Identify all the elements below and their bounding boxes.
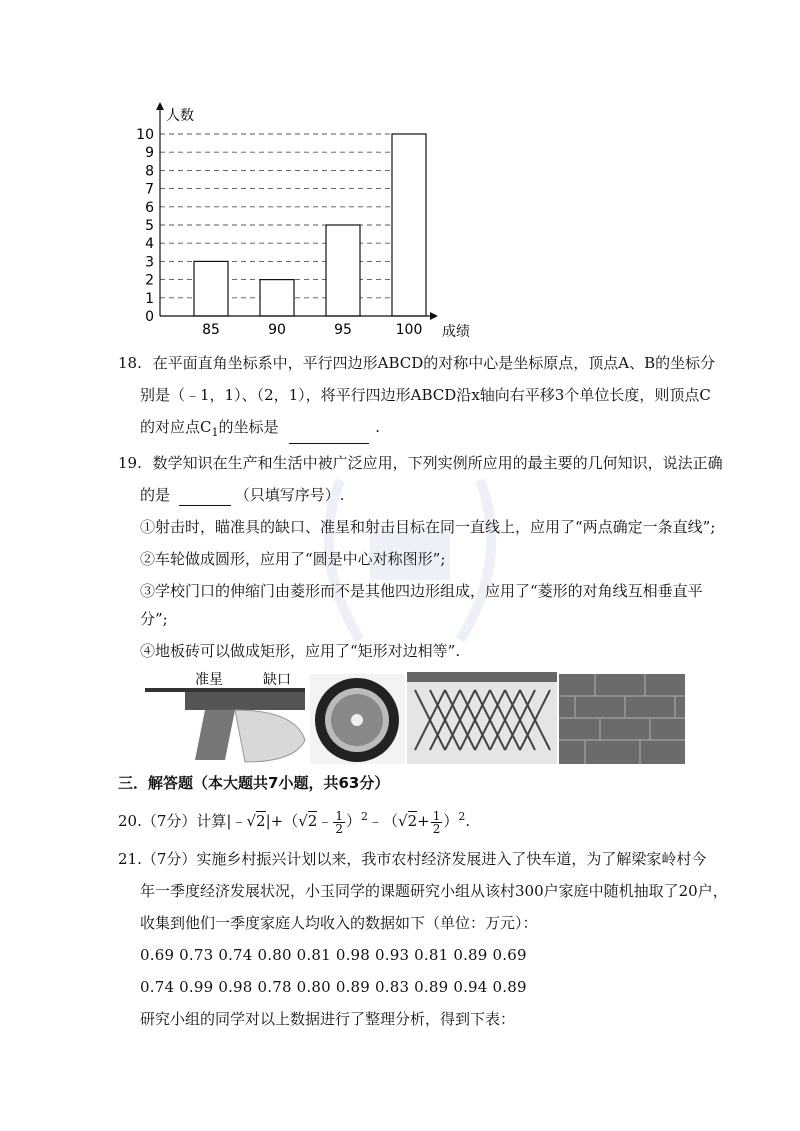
q21-data-row-2: 0.74 0.99 0.98 0.78 0.80 0.89 0.83 0.89 0.94 0.89 [140,978,527,996]
x-axis-arrow-icon [430,312,438,320]
q19-item-1: ①射击时，瞄准具的缺口、准星和射击目标在同一直线上，应用了“两点确定一条直线”; [140,518,716,536]
retractable-gate-image [407,672,557,764]
bar-95 [326,225,360,316]
y-tick-label: 4 [145,236,154,253]
q20-frac2-den: 2 [432,821,441,836]
y-tick-label: 7 [145,181,154,198]
q20-part2: |+（ [265,812,299,830]
chart-y-ticks [136,127,154,325]
wheel-image [310,674,405,764]
q18-text-2: 别是（﹣1，1）、（2，1），将平行四边形ABCD沿x轴向右平移3个单位长度，则顶点C [140,386,711,404]
q20-score: （7分）计算|﹣ [141,812,247,830]
y-tick-label: 6 [145,199,154,216]
q19-item-3a: ③学校门口的伸缩门由菱形而不是其他四边形组成，应用了“菱形的对角线互相垂直平 [140,582,703,600]
q18-line3 [140,416,380,444]
photo-label-front-sight: 准星 [195,672,223,688]
q20-part7: ） [443,812,459,830]
q19-item-2: ②车轮做成圆形，应用了“圆是中心对称图形”; [140,550,446,568]
x-tick-label-85: 85 [202,322,220,338]
q21-text-1: （7分）实施乡村振兴计划以来，我市农村经济发展进入了快车道，为了解梁家岭村今 [141,850,707,868]
q20-sqrt-1: 2 [256,812,266,830]
q18-text-1: 在平面直角坐标系中，平行四边形ABCD的对称中心是坐标原点，顶点A、B的坐标分 [152,354,716,372]
q20-sqrt-3: 2 [407,812,418,830]
q20-fraction-1 [333,810,345,835]
chart-x-ticks [202,322,422,338]
q18-text-3b: 的坐标是 [218,418,279,436]
q20-part3: ﹣ [317,812,333,830]
y-tick-label: 3 [145,254,154,271]
q19-line2 [140,484,345,506]
q21-text-2: 年一季度经济发展状况，小玉同学的课题研究小组从该村300户家庭中随机抽取了20户， [140,882,728,900]
bar-85 [194,261,228,316]
q20-frac1-num: 1 [335,808,343,823]
q20-part5: ﹣（ [367,812,398,830]
y-axis-arrow-icon [156,102,164,110]
q18-number: 18. [118,354,142,372]
q18-line1 [118,352,715,374]
q20-number: 20. [118,812,142,830]
q19-text-1: 数学知识在生产和生活中被广泛应用，下列实例所应用的最主要的几何知识，说法正确 [152,454,723,472]
sqrt-icon: √ [298,812,308,830]
sqrt-icon: √ [246,812,257,830]
q21-data-row-1: 0.69 0.73 0.74 0.80 0.81 0.98 0.93 0.81 0.89 0.69 [140,946,527,964]
q21-line1 [118,848,706,870]
y-tick-label: 2 [145,272,154,289]
bar-90 [260,280,294,316]
floor-tiles-image [559,674,685,764]
x-tick-label-100: 100 [395,322,423,338]
q20-sqrt-2: 2 [307,812,318,830]
q19-item-3b: 分”; [140,610,168,628]
q20-line [118,806,470,836]
q20-part4: ） [345,812,361,830]
q20-frac1-den: 2 [335,821,343,836]
x-axis-label: 成绩 [442,324,470,340]
y-tick-label: 0 [145,309,154,325]
q20-exp-2: 2 [458,810,466,823]
y-tick-label: 5 [145,218,154,234]
q19-item-4: ④地板砖可以做成矩形，应用了“矩形对边相等”. [140,642,461,660]
q20-frac2-num: 1 [432,808,441,823]
q19-text-2a: 的是 [140,486,171,504]
x-tick-label-90: 90 [268,322,286,338]
q20-fraction-2 [431,810,443,835]
photo-label-rear-notch: 缺口 [263,672,291,688]
q19-line1 [118,452,723,474]
section-3-heading: 三．解答题（本大题共7小题，共63分） [118,774,390,792]
q19-number: 19. [118,454,142,472]
y-tick-label: 9 [145,145,154,162]
q18-answer-blank[interactable] [289,427,369,444]
pistol-image [145,671,305,762]
y-tick-label: 8 [145,163,154,180]
x-tick-label-95: 95 [334,322,352,338]
sqrt-icon: √ [398,812,408,830]
q21-text-4: 研究小组的同学对以上数据进行了整理分析，得到下表： [140,1010,516,1028]
q19-answer-blank[interactable] [179,489,231,506]
q20-end: . [465,812,471,830]
q20-part6: + [417,812,430,830]
y-tick-label: 1 [145,290,154,307]
q18-subscript: 1 [211,426,219,439]
bar-100 [392,134,426,316]
q19-illustrations [145,670,685,764]
y-axis-label: 人数 [166,108,194,124]
y-tick-label: 10 [136,127,154,143]
q21-text-3: 收集到他们一季度家庭人均收入的数据如下（单位：万元）： [140,914,538,932]
chart-bars [194,134,426,316]
q19-text-2b: （只填写序号）. [234,486,345,504]
q18-text-3a: 的对应点C [140,418,212,436]
q20-exp-1: 2 [360,810,368,823]
q21-number: 21. [118,850,142,868]
score-bar-chart [130,100,490,340]
q18-end: . [375,418,381,436]
